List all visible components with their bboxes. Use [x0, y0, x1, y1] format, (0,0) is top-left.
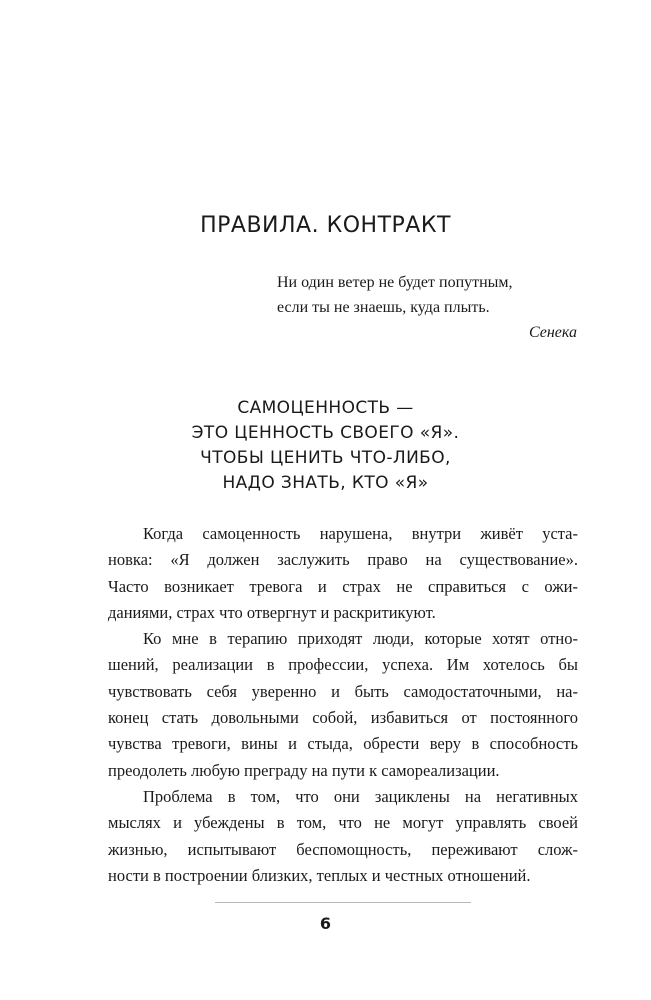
epigraph-line: Ни один ветер не будет попутным,: [277, 274, 513, 291]
paragraph: [108, 784, 578, 889]
text-line: чувства тревоги, вины и стыда, обрести веру в способность: [108, 734, 578, 754]
text-line: жизнью, испытывают беспомощность, переживают слож-: [108, 839, 578, 859]
section-heading-line: ЭТО ЦЕННОСТЬ СВОЕГО «Я».: [191, 423, 460, 443]
text-line: новка: «Я должен заслужить право на существование».: [108, 550, 578, 570]
section-heading-line: САМОЦЕННОСТЬ —: [237, 398, 414, 418]
paragraph: [108, 521, 578, 626]
epigraph-author: Сенека: [528, 324, 577, 341]
epigraph-line: если ты не знаешь, куда плыть.: [277, 299, 490, 316]
text-line: конец стать довольными собой, избавиться от постоянного: [108, 708, 578, 728]
text-line: Проблема в том, что они зациклены на негативных: [143, 786, 578, 806]
chapter-title: ПРАВИЛА. КОНТРАКТ: [200, 213, 451, 238]
text-line: Ко мне в терапию приходят люди, которые хотят отно-: [143, 629, 578, 649]
text-line: Когда самоценность нарушена, внутри живёт уста-: [143, 524, 578, 543]
page-number: 6: [319, 914, 332, 933]
text-line: чувствовать себя уверенно и быть самодостаточными, на-: [108, 681, 578, 701]
text-line: преодолеть любую преграду на пути к самореализации.: [108, 760, 500, 780]
text-line: шений, реализации в профессии, успеха. Им хотелось бы: [108, 655, 578, 675]
body-text: [108, 521, 578, 889]
section-heading: [0, 396, 651, 496]
text-line: Часто возникает тревога и страх не справиться с ожи-: [108, 576, 578, 596]
text-line: мыслях и убеждены в том, что не могут управлять своей: [108, 813, 578, 833]
epigraph: [277, 270, 577, 345]
paragraph: [108, 626, 578, 784]
text-line: даниями, страх что отвергнут и раскритикуют.: [108, 602, 436, 622]
footer-divider: [215, 902, 471, 903]
text-line: ности в построении близких, теплых и честных отношений.: [108, 865, 531, 885]
section-heading-line: НАДО ЗНАТЬ, КТО «Я»: [222, 473, 429, 493]
section-heading-line: ЧТОБЫ ЦЕНИТЬ ЧТО-ЛИБО,: [200, 448, 451, 468]
